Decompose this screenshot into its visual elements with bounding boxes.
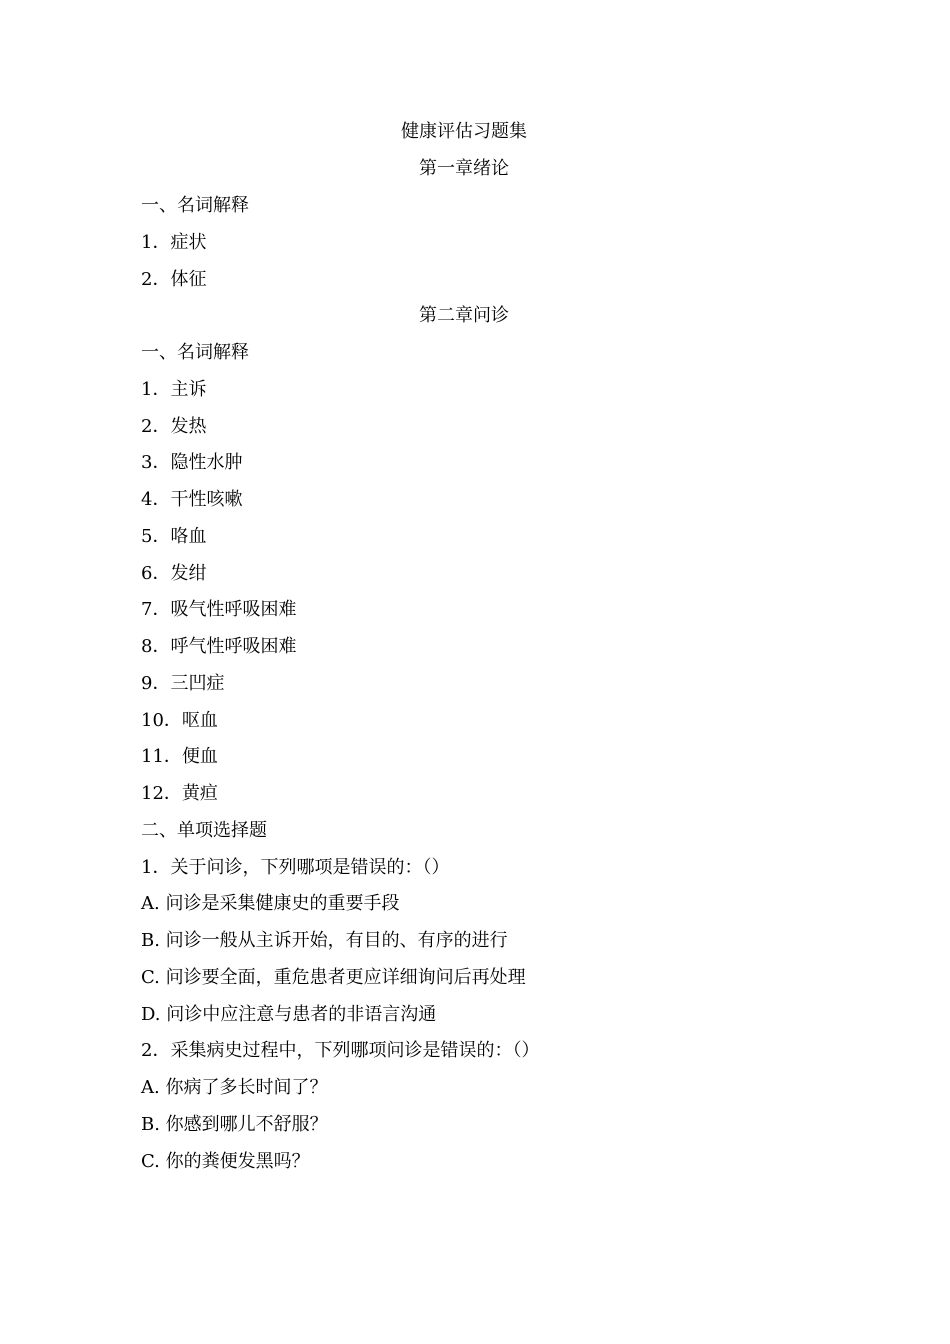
term-item: 11．便血 <box>141 746 218 767</box>
question-option: A. 问诊是采集健康史的重要手段 <box>141 893 400 914</box>
chapter2-section-terms: 一、名词解释 <box>141 342 249 363</box>
question-option: A. 你病了多长时间了？ <box>141 1077 328 1098</box>
term-item: 7．吸气性呼吸困难 <box>141 599 297 620</box>
document-title: 健康评估习题集 <box>401 121 527 142</box>
term-item: 2．发热 <box>141 416 207 437</box>
chapter1-heading: 第一章绪论 <box>419 158 509 179</box>
question-option: B. 问诊一般从主诉开始，有目的、有序的进行 <box>141 930 508 951</box>
term-item: 5．咯血 <box>141 526 207 547</box>
term-item: 3．隐性水肿 <box>141 452 243 473</box>
term-item: 9．三凹症 <box>141 673 225 694</box>
chapter2-section-choice: 二、单项选择题 <box>141 820 267 841</box>
term-item: 1．主诉 <box>141 379 207 400</box>
term-item: 6．发绀 <box>141 563 207 584</box>
term-item: 10．呕血 <box>141 710 218 731</box>
term-item: 8．呼气性呼吸困难 <box>141 636 297 657</box>
chapter2-heading: 第二章问诊 <box>419 305 509 326</box>
question-stem: 2．采集病史过程中，下列哪项问诊是错误的：（） <box>141 1040 540 1061</box>
term-item: 2．体征 <box>141 269 207 290</box>
question-option: B. 你感到哪儿不舒服？ <box>141 1114 328 1135</box>
chapter1-section-terms: 一、名词解释 <box>141 195 249 216</box>
question-option: D. 问诊中应注意与患者的非语言沟通 <box>141 1004 437 1025</box>
question-option: C. 你的粪便发黑吗？ <box>141 1151 310 1172</box>
term-item: 12．黄疸 <box>141 783 218 804</box>
term-item: 4．干性咳嗽 <box>141 489 243 510</box>
question-option: C. 问诊要全面，重危患者更应详细询问后再处理 <box>141 967 526 988</box>
question-stem: 1．关于问诊，下列哪项是错误的：（） <box>141 857 450 878</box>
term-item: 1．症状 <box>141 232 207 253</box>
